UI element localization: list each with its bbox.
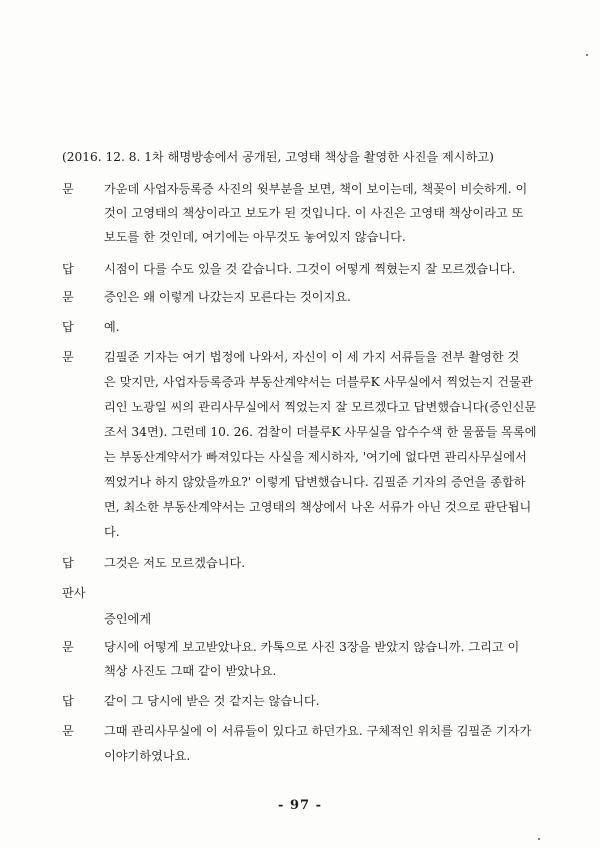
- text-line: 예.: [104, 320, 120, 334]
- text-line: 김필준 기자는 여기 법정에 나와서, 자신이 이 세 가지 서류들을 전부 촬영한 것: [104, 350, 520, 364]
- speaker-label: 문: [62, 640, 74, 654]
- speaker-label: 답: [62, 262, 74, 276]
- text-line: 책상 사진도 그때 같이 받았나요.: [104, 664, 277, 678]
- scan-speck: [538, 838, 540, 840]
- text-line: 리인 노광일 씨의 관리사무실에서 찍었는지 잘 모르겠다고 답변했습니다(증인신문: [104, 400, 537, 414]
- page-number: - 97 -: [278, 798, 322, 813]
- addressee-line: 증인에게: [104, 612, 152, 626]
- text-line: 시점이 다를 수도 있을 것 같습니다. 그것이 어떻게 찍혔는지 잘 모르겠습니다.: [104, 262, 516, 276]
- speaker-label: 답: [62, 320, 74, 334]
- text-line: 보도를 한 것인데, 여기에는 아무것도 놓여있지 않습니다.: [104, 230, 406, 244]
- text-line: 그것은 저도 모르겠습니다.: [104, 556, 246, 570]
- speaker-label: 답: [62, 556, 74, 570]
- speaker-label: 문: [62, 290, 74, 304]
- context-note: (2016. 12. 8. 1차 해명방송에서 공개된, 고영태 책상을 촬영한 사진을 제시하고): [62, 150, 494, 164]
- judge-label: 판사: [62, 586, 86, 600]
- scan-speck: [586, 54, 588, 56]
- text-line: 면, 최소한 부동산계약서는 고영태의 책상에서 나온 서류가 아닌 것으로 판단됩니: [104, 500, 532, 514]
- speaker-label: 문: [62, 182, 74, 196]
- text-line: 증인은 왜 이렇게 나갔는지 모른다는 것이지요.: [104, 290, 351, 304]
- text-line: 당시에 어떻게 보고받았나요. 카톡으로 사진 3장을 받았지 않습니까. 그리고 이: [104, 640, 520, 654]
- text-line: 것이 고영태의 책상이라고 보도가 된 것입니다. 이 사진은 고영태 책상이라고 또: [104, 206, 524, 220]
- text-line: 조서 34면). 그런데 10. 26. 검찰이 더블루K 사무실을 압수수색 한 물품들 목록에: [104, 425, 537, 439]
- text-line: 은 맞지만, 사업자등록증과 부동산계약서는 더블루K 사무실에서 찍었는지 건물관: [104, 375, 533, 389]
- text-line: 는 부동산계약서가 빠져있다는 사실을 제시하자, '여기에 없다면 관리사무실에서: [104, 450, 527, 464]
- text-line: 다.: [104, 525, 120, 539]
- speaker-label: 문: [62, 350, 74, 364]
- speaker-label: 답: [62, 694, 74, 708]
- speaker-label: 문: [62, 724, 74, 738]
- text-line: 같이 그 당시에 받은 것 같지는 않습니다.: [104, 694, 320, 708]
- text-line: 찍었거나 하지 않았을까요?' 이렇게 답변했습니다. 김필준 기자의 증언을 종합하: [104, 475, 526, 489]
- text-line: 그때 관리사무실에 이 서류들이 있다고 하던가요. 구체적인 위치를 김필준 기자가: [104, 724, 532, 738]
- text-line: 가운데 사업자등록증 사진의 윗부분을 보면, 책이 보이는데, 책꽂이 비슷하게. 이: [104, 182, 528, 196]
- text-line: 이야기하였나요.: [104, 749, 191, 763]
